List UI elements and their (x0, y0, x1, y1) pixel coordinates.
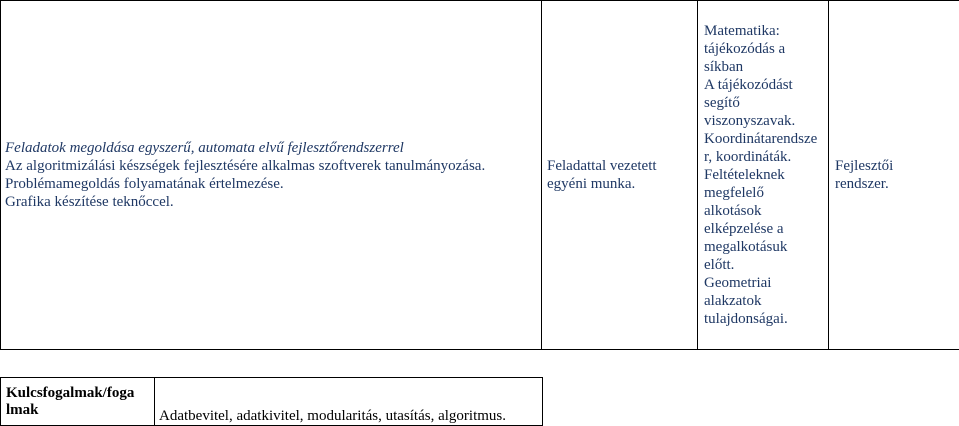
keywords-value: Adatbevitel, adatkivitel, modularitás, utasítás, algoritmus. (159, 408, 542, 425)
tools-cell (829, 1, 959, 350)
topic-heading: Feladatok megoldása egyszerű, automata elvű fejlesztőrendszerrel (5, 139, 541, 157)
connection-line: tulajdonságai. (704, 310, 828, 328)
connection-line: Koordinátarendsze (704, 130, 828, 148)
tools-line: Fejlesztői (835, 157, 959, 175)
connection-line: tájékozódás a (704, 40, 828, 58)
connection-line: előtt. (704, 256, 828, 274)
keywords-label-cell (1, 378, 155, 426)
table-row (1, 378, 543, 426)
connection-line: r, koordináták. (704, 148, 828, 166)
method-line: egyéni munka. (547, 175, 697, 193)
keywords-label: Kulcsfogalmak/foga (6, 385, 154, 402)
connection-line: Matematika: (704, 22, 828, 40)
connection-line: megalkotásuk (704, 238, 828, 256)
topic-line: Problémamegoldás folyamatának értelmezése. (5, 175, 541, 193)
connection-line: alkotások (704, 202, 828, 220)
topic-line: Az algoritmizálási készségek fejlesztésére alkalmas szoftverek tanulmányozása. (5, 157, 541, 175)
connection-line: megfelelő (704, 184, 828, 202)
method-line: Feladattal vezetett (547, 157, 697, 175)
keywords-table (0, 377, 543, 426)
connection-line: viszonyszavak. (704, 112, 828, 130)
connection-line: síkban (704, 58, 828, 76)
connection-line: segítő (704, 94, 828, 112)
connections-cell (698, 1, 829, 350)
connection-line: alakzatok (704, 292, 828, 310)
connection-line: Geometriai (704, 274, 828, 292)
topic-cell (1, 1, 542, 350)
connection-line: elképzelése a (704, 220, 828, 238)
method-cell (542, 1, 698, 350)
topic-line: Grafika készítése teknőccel. (5, 193, 541, 211)
table-row (1, 1, 959, 350)
keywords-value-cell (155, 378, 543, 426)
connection-line: Feltételeknek (704, 166, 828, 184)
keywords-label: lmak (6, 402, 154, 419)
tools-line: rendszer. (835, 175, 959, 193)
connection-line: A tájékozódást (704, 76, 828, 94)
